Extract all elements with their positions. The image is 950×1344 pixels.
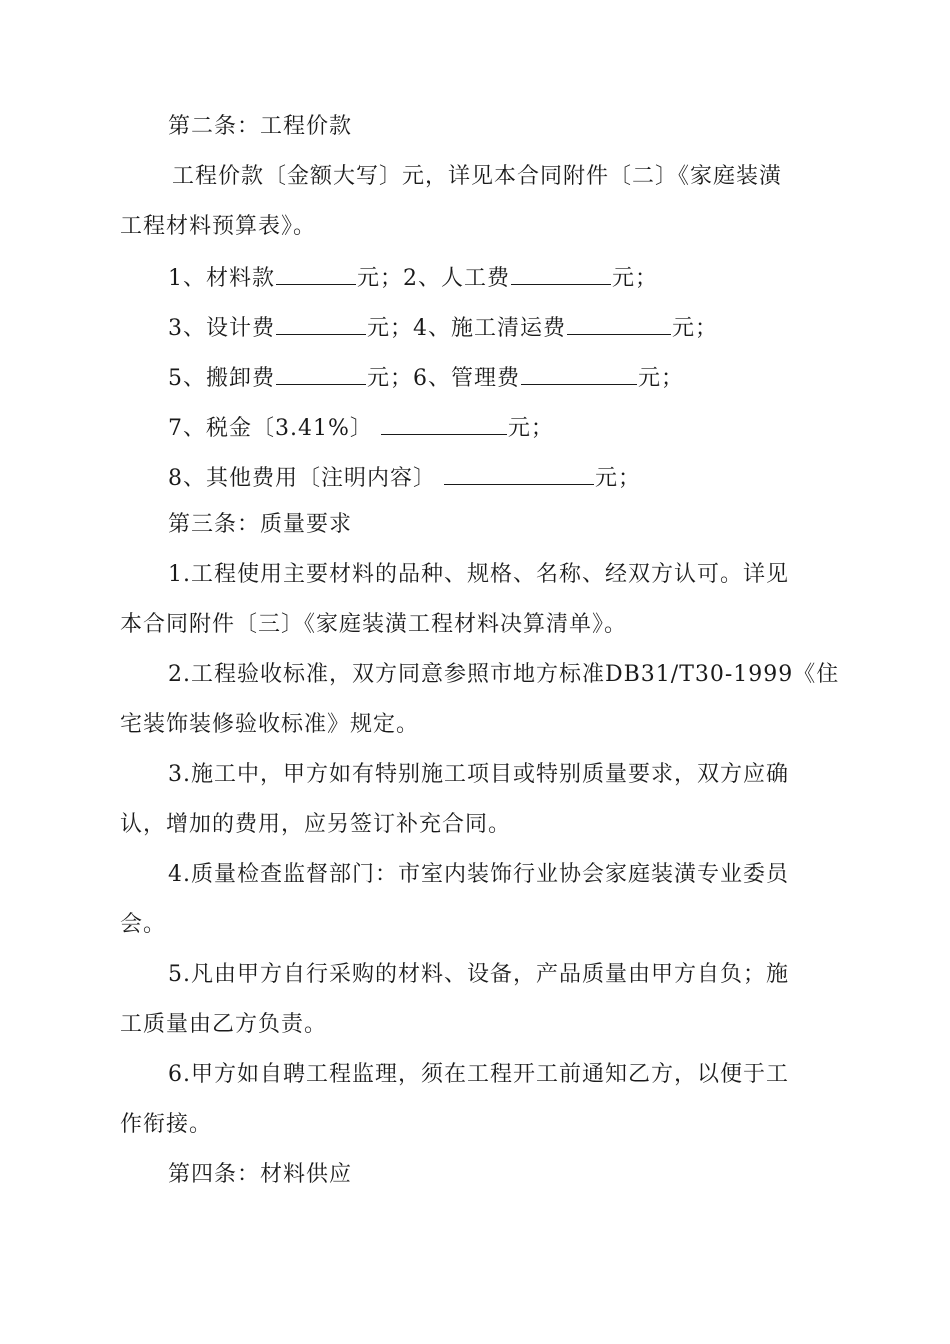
fee-item-cleanup-unit: 元； bbox=[672, 316, 719, 341]
fee-item-other-blank bbox=[444, 462, 594, 485]
article-3-heading: 第三条：质量要求 bbox=[168, 512, 353, 537]
article-4-heading: 第四条：材料供应 bbox=[168, 1162, 353, 1187]
fee-line-3-4 bbox=[168, 312, 718, 342]
quality-item-6-line-1: 6.甲方如自聘工程监理，须在工程开工前通知乙方，以便于工 bbox=[168, 1062, 789, 1087]
fee-item-design-label: 3、设计费 bbox=[168, 316, 275, 341]
quality-item-4-line-1: 4.质量检查监督部门：市室内装饰行业协会家庭装潢专业委员 bbox=[168, 862, 789, 887]
fee-item-moving-blank bbox=[276, 362, 366, 385]
fee-item-labor-blank bbox=[511, 262, 611, 285]
price-paragraph-line-1: 工程价款〔金额大写〕元，详见本合同附件〔二〕《家庭装潢 bbox=[172, 164, 783, 189]
fee-item-moving-unit: 元； bbox=[367, 366, 414, 391]
article-2-heading: 第二条：工程价款 bbox=[168, 114, 353, 139]
fee-item-labor-label: 2、人工费 bbox=[403, 266, 511, 291]
quality-item-1-line-1: 1.工程使用主要材料的品种、规格、名称、经双方认可。详见 bbox=[168, 562, 789, 587]
fee-item-design-unit: 元； bbox=[367, 316, 414, 341]
fee-item-cleanup-label: 4、施工清运费 bbox=[413, 316, 567, 341]
fee-line-5-6 bbox=[168, 362, 684, 392]
fee-line-1-2 bbox=[168, 262, 658, 292]
fee-item-material-label: 1、材料款 bbox=[168, 266, 275, 291]
quality-item-5-line-1: 5.凡由甲方自行采购的材料、设备，产品质量由甲方自负；施 bbox=[168, 962, 789, 987]
fee-item-tax-label: 7、税金〔3.41%〕 bbox=[168, 416, 373, 441]
fee-item-labor-unit: 元； bbox=[612, 266, 659, 291]
quality-item-3-line-1: 3.施工中，甲方如有特别施工项目或特别质量要求，双方应确 bbox=[168, 762, 789, 787]
fee-item-moving-label: 5、搬卸费 bbox=[168, 366, 275, 391]
fee-item-management-blank bbox=[521, 362, 637, 385]
quality-item-2-line-2: 宅装饰装修验收标准》规定。 bbox=[120, 712, 420, 737]
fee-item-material-blank bbox=[276, 262, 356, 285]
quality-item-6-line-2: 作衔接。 bbox=[120, 1112, 213, 1137]
fee-item-cleanup-blank bbox=[567, 312, 671, 335]
fee-item-tax-blank bbox=[381, 412, 507, 435]
fee-line-8 bbox=[168, 462, 641, 492]
quality-item-5-line-2: 工质量由乙方负责。 bbox=[120, 1012, 328, 1037]
fee-item-tax-unit: 元； bbox=[507, 416, 554, 441]
fee-item-management-unit: 元； bbox=[638, 366, 685, 391]
quality-item-1-line-2: 本合同附件〔三〕《家庭装潢工程材料决算清单》。 bbox=[120, 612, 628, 637]
fee-item-other-label: 8、其他费用〔注明内容〕 bbox=[168, 466, 436, 491]
quality-item-4-line-2: 会。 bbox=[120, 912, 167, 937]
fee-item-material-unit: 元； bbox=[357, 266, 404, 291]
fee-item-management-label: 6、管理费 bbox=[413, 366, 521, 391]
quality-item-2-line-1: 2.工程验收标准，双方同意参照市地方标准DB31/T30-1999《住 bbox=[168, 662, 840, 687]
price-paragraph-line-2: 工程材料预算表》。 bbox=[120, 214, 317, 239]
quality-item-3-line-2: 认，增加的费用，应另签订补充合同。 bbox=[120, 812, 512, 837]
fee-item-other-unit: 元； bbox=[595, 466, 642, 491]
fee-item-design-blank bbox=[276, 312, 366, 335]
fee-line-7 bbox=[168, 412, 554, 442]
